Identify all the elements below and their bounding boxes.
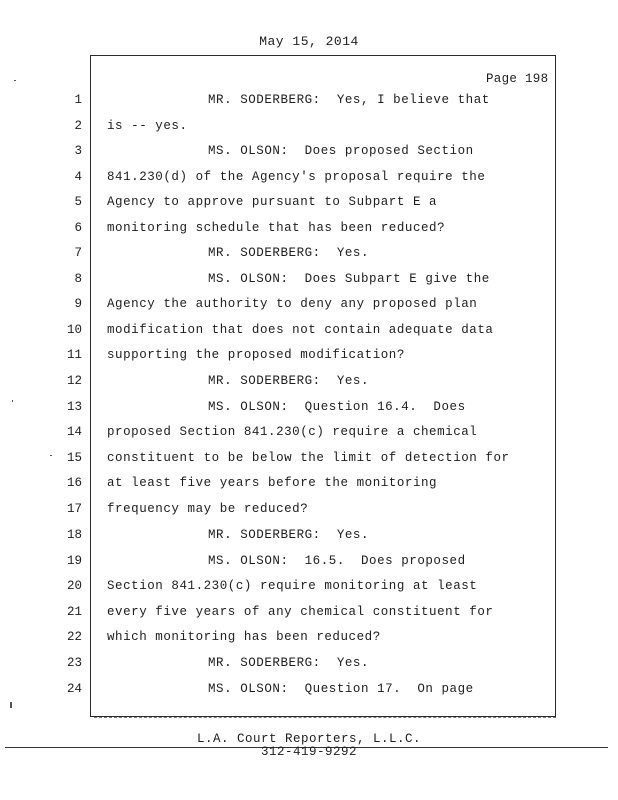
line-number: 18 [66, 528, 82, 542]
line-text: MS. OLSON: Does proposed Section [208, 144, 474, 158]
line-number: 1 [74, 93, 82, 107]
line-text: proposed Section 841.230(c) require a chemical [107, 425, 478, 439]
line-text: MS. OLSON: Question 17. On page [208, 682, 474, 696]
line-number: 22 [66, 630, 82, 644]
line-number: 11 [66, 348, 82, 362]
line-number: 14 [66, 425, 82, 439]
court-reporter-phone: 312-419-9292 [260, 745, 357, 759]
header-date: May 15, 2014 [259, 34, 359, 49]
line-number: 21 [66, 605, 82, 619]
line-number: 15 [66, 451, 82, 465]
line-text: MS. OLSON: 16.5. Does proposed [208, 554, 466, 568]
line-text: MR. SODERBERG: Yes. [208, 528, 370, 542]
line-number: 20 [66, 579, 82, 593]
line-number: 2 [74, 119, 82, 133]
line-number: 3 [74, 144, 82, 158]
line-text: MS. OLSON: Question 16.4. Does [208, 400, 466, 414]
line-text: MR. SODERBERG: Yes, I believe that [208, 93, 490, 107]
scan-speck [14, 80, 16, 81]
line-number: 23 [66, 656, 82, 670]
page-number: Page 198 [486, 72, 549, 86]
line-text: is -- yes. [107, 119, 188, 133]
line-text: modification that does not contain adequate data [107, 323, 494, 337]
line-number: 6 [74, 221, 82, 235]
line-text: Agency the authority to deny any proposed plan [107, 297, 478, 311]
scan-speck [10, 702, 12, 708]
line-number: 13 [66, 400, 82, 414]
line-text: monitoring schedule that has been reduced? [107, 221, 446, 235]
line-text: which monitoring has been reduced? [107, 630, 381, 644]
frame-bottom-edge [94, 717, 556, 721]
line-number: 17 [66, 502, 82, 516]
scan-speck [12, 400, 13, 402]
line-number: 10 [66, 323, 82, 337]
line-number: 12 [66, 374, 82, 388]
court-reporter-name: L.A. Court Reporters, L.L.C. [196, 732, 422, 746]
line-number: 5 [74, 195, 82, 209]
line-text: MR. SODERBERG: Yes. [208, 656, 370, 670]
line-number: 16 [66, 476, 82, 490]
line-text: 841.230(d) of the Agency's proposal require the [107, 170, 486, 184]
line-text: Agency to approve pursuant to Subpart E a [107, 195, 438, 209]
line-text: constituent to be below the limit of detection for [107, 451, 510, 465]
line-number: 9 [74, 297, 82, 311]
line-number: 19 [66, 554, 82, 568]
line-number: 8 [74, 272, 82, 286]
line-number: 4 [74, 170, 82, 184]
line-text: MR. SODERBERG: Yes. [208, 374, 370, 388]
line-text: at least five years before the monitoring [107, 476, 438, 490]
line-number: 7 [74, 246, 82, 260]
line-text: MR. SODERBERG: Yes. [208, 246, 370, 260]
line-text: every five years of any chemical constituent for [107, 605, 494, 619]
line-text: MS. OLSON: Does Subpart E give the [208, 272, 490, 286]
line-number: 24 [66, 682, 82, 696]
line-text: Section 841.230(c) require monitoring at least [107, 579, 478, 593]
scan-speck [50, 455, 52, 456]
line-text: frequency may be reduced? [107, 502, 309, 516]
line-text: supporting the proposed modification? [107, 348, 405, 362]
